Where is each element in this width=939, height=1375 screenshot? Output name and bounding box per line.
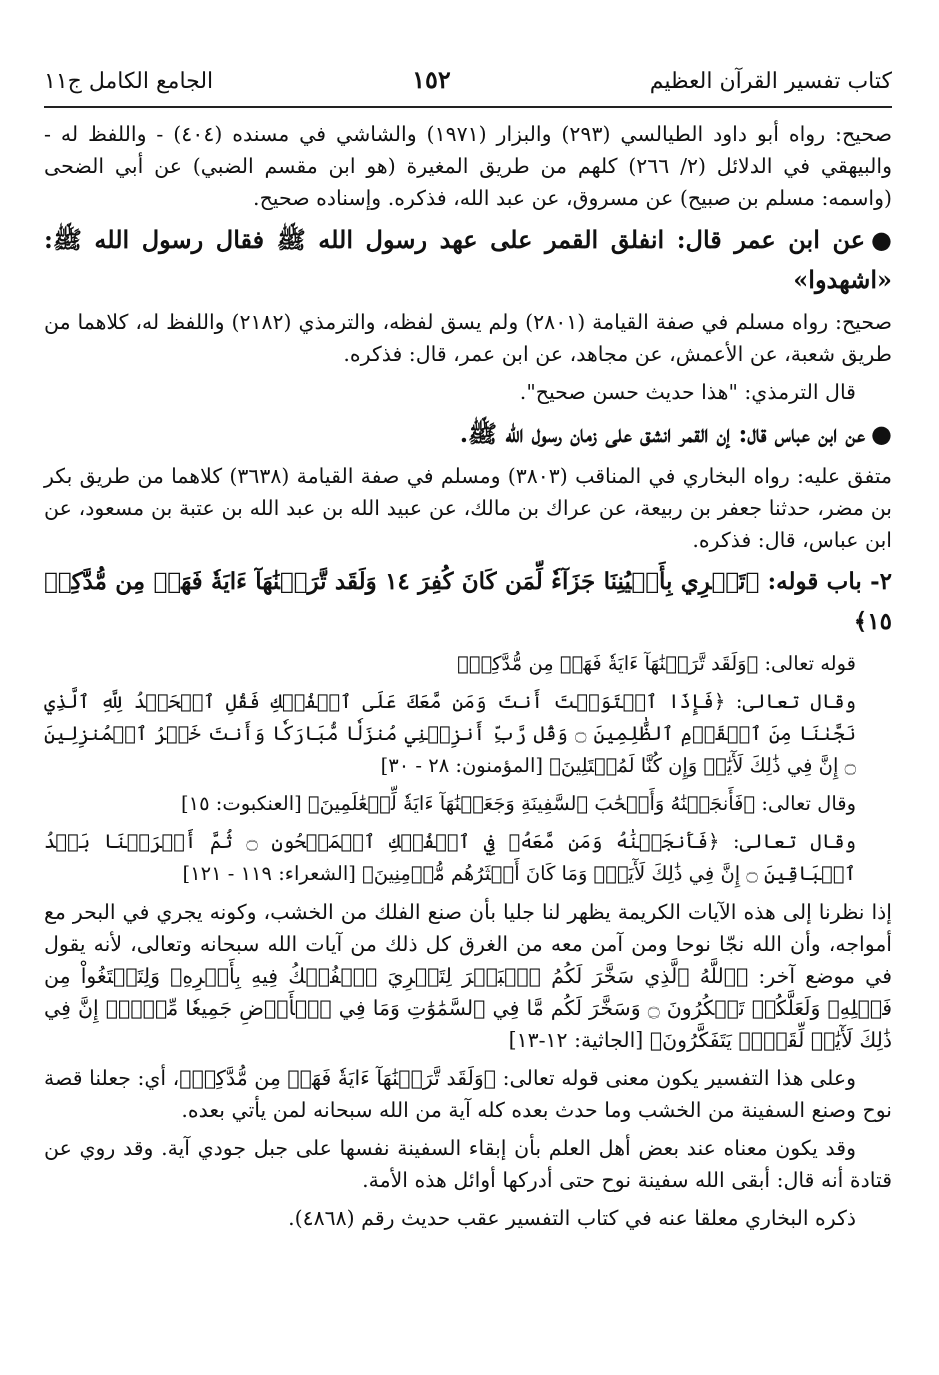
verse-citation: وقال تعالى: ﴿فَأَنجَيۡنَٰهُ وَمَن مَّعَهُۥ فِي ٱلۡفُلۡكِ ٱلۡمَشۡحُونِ ۝ ثُمَّ أَغۡرَقۡنَا بَعۡدُ ٱلۡبَاقِينَ ۝ إِنَّ فِي ذَٰلِكَ لَأٓيَةٗۖ وَمَا كَانَ أَكۡثَرُهُم مُّؤۡمِنِينَ﴾ [الشعراء: ١١٩ - ١٢١]	[44, 830, 857, 885]
header-volume-title: الجامع الكامل ج١١	[44, 69, 214, 94]
running-header	[44, 60, 892, 108]
source-note: صحيح: رواه مسلم في صفة القيامة (٢٨٠١) ولم يسق لفظه، والترمذي (٢١٨٢) واللفظ له، كلاهما من طريق شعبة، عن الأعمش، عن مجاهد، عن ابن عمر، قال: فذكره.	[44, 310, 893, 366]
book-page	[44, 60, 892, 1240]
verse-citation: وقال تعالى: ﴿فَأَنجَيۡنَٰهُ وَأَصۡحَٰبَ ٱلسَّفِينَةِ وَجَعَلۡنَٰهَآ ءَايَةٗ لِّلۡعَٰلَمِينَ﴾ [العنكبوت: ١٥]	[181, 792, 856, 815]
page-body	[44, 108, 892, 1234]
header-book-title: كتاب تفسير القرآن العظيم	[649, 69, 892, 94]
hadith-body: عن ابن عمر قال: انفلق القمر على عهد رسول الله ﷺ فقال رسول الله ﷺ: «اشهدوا»	[44, 225, 892, 294]
verse-citation: قوله تعالى: ﴿وَلَقَد تَّرَكۡنَٰهَآ ءَايَةٗ فَهَلۡ مِن مُّدَّكِرٖ﴾	[457, 652, 856, 675]
hadith-body: عن ابن عباس قال: إن القمر انشق على زمان رسول الله ﷺ.	[459, 419, 866, 448]
commentary-paragraph: إذا نظرنا إلى هذه الآيات الكريمة يظهر لنا جليا بأن صنع الفلك من الخشب، وكونه يجري في البحر مع أمواجه، وأن الله نجّا نوحا ومن آمن معه من الغرق كل ذلك من آيات الله سبحانه وتعالى، لأنه يقول في موضع آخر: ﴿ٱللَّهُ ٱلَّذِي سَخَّرَ لَكُمُ ٱلۡبَحۡرَ لِتَجۡرِيَ ٱلۡفُلۡكُ فِيهِ بِأَمۡرِهِۦ وَلِتَبۡتَغُواْ مِن فَضۡلِهِۦ وَلَعَلَّكُمۡ تَشۡكُرُونَ ۝ وَسَخَّرَ لَكُم مَّا فِي ٱلسَّمَٰوَٰتِ وَمَا فِي ٱلۡأَرۡضِ جَمِيعٗا مِّنۡهُۚ إِنَّ فِي ذَٰلِكَ لَأٓيَٰتٖ لِّقَوۡمٖ يَتَفَكَّرُونَ﴾ [الجاثية: ١٢-١٣]	[44, 900, 892, 1052]
bullet-icon: ●	[871, 225, 892, 254]
commentary-paragraph: ذكره البخاري معلقا عنه في كتاب التفسير عقب حديث رقم (٤٨٦٨).	[288, 1206, 856, 1230]
tirmidhi-note: قال الترمذي: "هذا حديث حسن صحيح".	[519, 380, 856, 404]
page-number: ١٥٢	[412, 65, 451, 94]
commentary-paragraph: وعلى هذا التفسير يكون معنى قوله تعالى: ﴿وَلَقَد تَّرَكۡنَٰهَآ ءَايَةٗ فَهَلۡ مِن مُّدَّكِرٖ﴾، أي: جعلنا قصة نوح وصنع السفينة من الخشب وما حدث بعده كله آية من الله سبحانه لمن يأتي بعده.	[44, 1066, 892, 1122]
source-note: متفق عليه: رواه البخاري في المناقب (٣٨٠٣) ومسلم في صفة القيامة (٣٦٣٨) كلاهما من طريق بكر بن مضر، حدثنا جعفر بن ربيعة، عن عراك بن مالك، عن عبيد الله بن عبد الله بن عتبة بن مسعود، عن ابن عباس، قال: فذكره.	[44, 464, 893, 552]
bullet-icon: ●	[871, 419, 892, 448]
verse-citation: وقال تعالى: ﴿فَإِذَا ٱسۡتَوَيۡتَ أَنتَ وَمَن مَّعَكَ عَلَى ٱلۡفُلۡكِ فَقُلِ ٱلۡحَمۡدُ لِلَّهِ ٱلَّذِي نَجَّىٰنَا مِنَ ٱلۡقَوۡمِ ٱلظَّٰلِمِينَ ۝ وَقُل رَّبِّ أَنزِلۡنِي مُنزَلٗا مُّبَارَكٗا وَأَنتَ خَيۡرُ ٱلۡمُنزِلِينَ ۝ إِنَّ فِي ذَٰلِكَ لَأٓيَٰتٖ وَإِن كُنَّا لَمُبۡتَلِينَ﴾ [المؤمنون: ٢٨ - ٣٠]	[44, 690, 856, 777]
hadith-text	[44, 220, 892, 300]
chapter-heading: ٢- باب قوله: ﴿تَجۡرِي بِأَعۡيُنِنَا جَزَآءٗ لِّمَن كَانَ كُفِرَ ١٤ وَلَقَد تَّرَكۡنَٰهَآ ءَايَةٗ فَهَلۡ مِن مُّدَّكِرٖ ١٥﴾	[44, 568, 892, 635]
source-note: صحيح: رواه أبو داود الطيالسي (٢٩٣) والبزار (١٩٧١) والشاشي في مسنده (٤٠٤) - واللفظ له - والبيهقي في الدلائل (٢/ ٢٦٦) كلهم من طريق المغيرة (هو ابن مقسم الضبي) عن أبي الضحى (واسمه: مسلم بن صبيح) عن مسروق، عن عبد الله، فذكره. وإسناده صحيح.	[44, 122, 892, 210]
commentary-paragraph: وقد يكون معناه عند بعض أهل العلم بأن إبقاء السفينة نفسها على جبل جودي آية. وقد روي عن قتادة أنه قال: أبقى الله سفينة نوح حتى أدركها أوائل هذه الأمة.	[44, 1136, 892, 1192]
hadith-text	[44, 414, 892, 454]
